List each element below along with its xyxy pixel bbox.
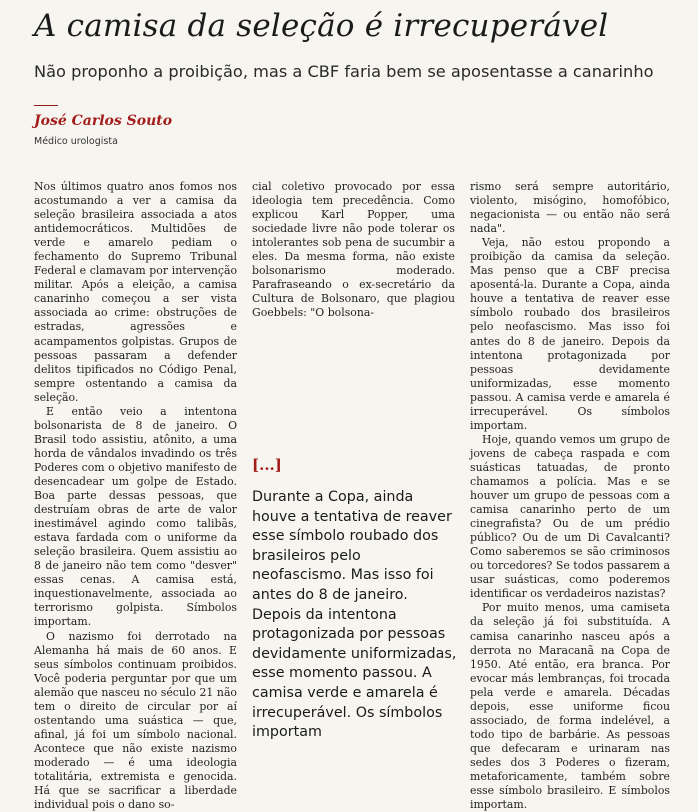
- paragraph: O nazismo foi derrotado na Alemanha há mais de 60 anos. E seus símbolos continuam proibidos. Você poderia perguntar por que um alemão que nasceu no século 21 não tem o direito de circular por aí ostentando uma suástica — que, afinal, já foi um símbolo nacional. Acontece que não existe nazismo moderado — é uma ideologia totalitária, extremista e genocida. Há que se sacrificar a liberdade individual pois o dano so-: [34, 630, 237, 812]
- paragraph: Hoje, quando vemos um grupo de jovens de cabeça raspada e com suásticas tatuadas, de pronto chamamos a polícia. Mas e se houver um grupo de pessoas com a camisa canarinho perto de um cinegrafista? Ou de um prédio público? Ou de um Di Cavalcanti? Como saberemos se são criminosos ou torcedores? Se todos passarem a usar suásticas, como poderemos identificar os verdadeiros nazistas?: [470, 433, 670, 602]
- column-2: [252, 180, 455, 320]
- pullquote: [252, 456, 457, 743]
- paragraph: E então veio a intentona bolsonarista de 8 de janeiro. O Brasil todo assistiu, atônito, a uma horda de vândalos invadindo os três Poderes com o objetivo manifesto de desencadear um golpe de Estado. Boa parte dessas pessoas, que destruíam obras de arte de valor inestimável agindo como talibãs, estava fardada com o uniforme da seleção brasileira. Quem assistiu ao 8 de janeiro não tem como "desver" essas cenas. A camisa está, inquestionavelmente, associada ao terrorismo golpista. Símbolos importam.: [34, 405, 237, 630]
- author-rule: [34, 105, 58, 106]
- pullquote-text: Durante a Copa, ainda houve a tentativa de reaver esse símbolo roubado dos brasileiros pelo neofascismo. Mas isso foi antes do 8 de janeiro. Depois da intentona protagonizada por pessoas devidamente uniformizadas, esse momento passou. A camisa verde e amarela é irrecuperável. Os símbolos importam: [252, 488, 457, 743]
- paragraph: rismo será sempre autoritário, violento, misógino, homofóbico, negacionista — ou então não será nada".: [470, 180, 670, 236]
- column-3: [470, 180, 670, 812]
- paragraph: cial coletivo provocado por essa ideologia tem precedência. Como explicou Karl Popper, uma sociedade livre não pode tolerar os intolerantes sob pena de sucumbir a eles. Da mesma forma, não existe bolsonarismo moderado. Parafraseando o ex-secretário da Cultura de Bolsonaro, que plagiou Goebbels: "O bolsona-: [252, 180, 455, 320]
- subheadline: Não proponho a proibição, mas a CBF faria bem se aposentasse a canarinho: [34, 62, 653, 81]
- author-role: Médico urologista: [34, 136, 118, 147]
- paragraph: Nos últimos quatro anos fomos nos acostumando a ver a camisa da seleção brasileira associada a atos antidemocráticos. Multidões de verde e amarelo pediam o fechamento do Supremo Tribunal Federal e clamavam por intervenção militar. Após a eleição, a camisa canarinho começou a ser vista associada ao crime: obstruções de estradas, agressões e acampamentos golpistas. Grupos de pessoas passaram a defender delitos tipificados no Código Penal, sempre ostentando a camisa da seleção.: [34, 180, 237, 405]
- paragraph: Por muito menos, uma camiseta da seleção já foi substituída. A camisa canarinho nasceu após a derrota no Maracanã na Copa de 1950. Até então, era branca. Por evocar más lembranças, foi trocada pela verde e amarela. Décadas depois, esse uniforme ficou associado, de forma indelével, a todo tipo de barbárie. As pessoas que defecaram e urinaram nas sedes dos 3 Poderes o fizeram, metaforicamente, também sobre esse símbolo brasileiro. E símbolos importam.: [470, 601, 670, 812]
- pullquote-mark: [...]: [252, 456, 457, 474]
- paragraph: Veja, não estou propondo a proibição da camisa da seleção. Mas penso que a CBF precisa aposentá-la. Durante a Copa, ainda houve a tentativa de reaver esse símbolo roubado dos brasileiros pelo neofascismo. Mas isso foi antes do 8 de janeiro. Depois da intentona protagonizada por pessoas devidamente uniformizadas, esse momento passou. A camisa verde e amarela é irrecuperável. Os símbolos importam.: [470, 236, 670, 433]
- column-1: [34, 180, 237, 812]
- headline: A camisa da seleção é irrecuperável: [34, 8, 608, 44]
- author-name: José Carlos Souto: [34, 113, 172, 129]
